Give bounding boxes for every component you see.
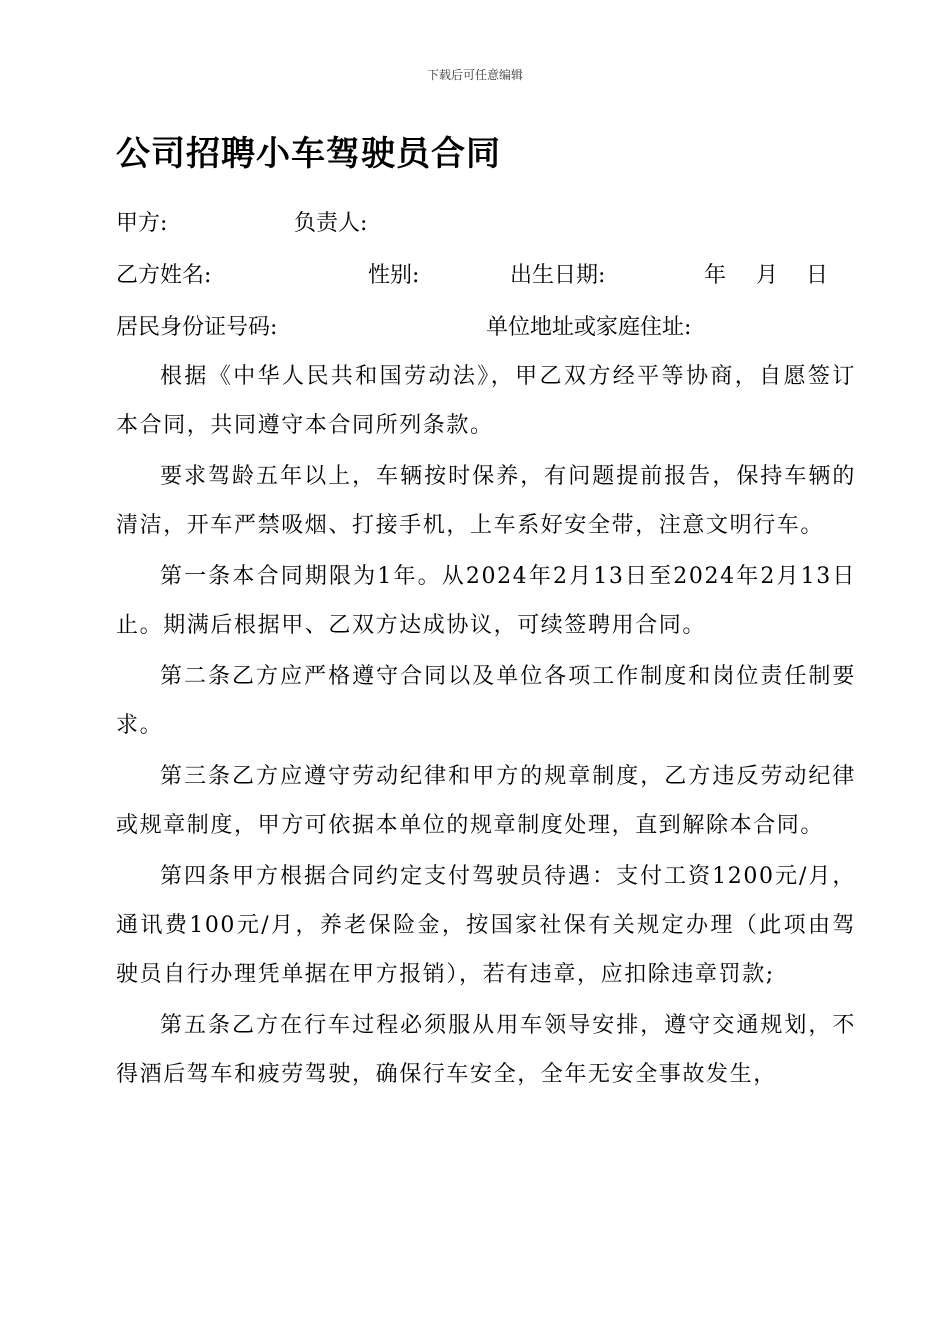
party-b-name-label: 乙方姓名: — [116, 263, 212, 288]
birth-date-label: 出生日期: — [510, 263, 606, 288]
gender-label: 性别: — [368, 263, 420, 288]
paragraph-article-2: 第二条乙方应严格遵守合同以及单位各项工作制度和岗位责任制要求。 — [116, 664, 856, 738]
paragraph-article-4: 第四条甲方根据合同约定支付驾驶员待遇：支付工资1200元/月，通讯费100元/月，养老保险金，按国家社保有关规定办理（此项由驾驶员自行办理凭单据在甲方报销），若有违章，应扣除违章罚款; — [116, 864, 856, 987]
paragraph-intro: 根据《中华人民共和国劳动法》，甲乙双方经平等协商，自愿签订本合同，共同遵守本合同所列条款。 — [116, 364, 856, 438]
paragraph-article-3: 第三条乙方应遵守劳动纪律和甲方的规章制度，乙方违反劳动纪律或规章制度，甲方可依据本单位的规章制度处理，直到解除本合同。 — [116, 764, 856, 838]
field-row-party-a — [116, 204, 876, 256]
header-note: 下载后可任意编辑 — [426, 68, 523, 82]
contract-body — [116, 352, 856, 1101]
field-row-party-b — [116, 256, 876, 308]
document-title: 公司招聘小车驾驶员合同 — [116, 134, 501, 174]
address-label: 单位地址或家庭住址: — [486, 315, 692, 340]
paragraph-article-5: 第五条乙方在行车过程必须服从用车领导安排，遵守交通规划，不得酒后驾车和疲劳驾驶，确保行车安全，全年无安全事故发生， — [116, 1013, 856, 1087]
paragraph-requirements: 要求驾龄五年以上，车辆按时保养，有问题提前报告，保持车辆的清洁，开车严禁吸烟、打接手机，上车系好安全带，注意文明行车。 — [116, 464, 856, 538]
month-label: 月 — [756, 263, 779, 288]
day-label: 日 — [806, 263, 829, 288]
paragraph-article-1: 第一条本合同期限为1年。从2024年2月13日至2024年2月13日止。期满后根据甲、乙双方达成协议，可续签聘用合同。 — [116, 564, 856, 638]
party-a-label: 甲方: — [116, 211, 168, 236]
person-in-charge-label: 负责人: — [294, 211, 368, 236]
id-number-label: 居民身份证号码: — [116, 315, 278, 340]
year-label: 年 — [704, 263, 727, 288]
contract-fields — [116, 204, 876, 360]
